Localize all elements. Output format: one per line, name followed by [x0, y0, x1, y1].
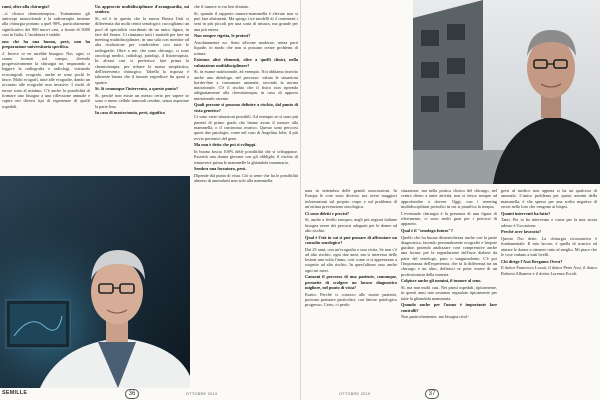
left-footer [0, 388, 301, 400]
interview-question: Colpisce anche gli uomini, il tumore al seno. [401, 278, 482, 284]
interview-question: Quando anche per l'uomo è importante fare controlli? [401, 302, 497, 313]
right-footer [301, 388, 600, 400]
brand-logo: SEMILLE [2, 390, 28, 396]
interview-answer: 2. Invece ce ne sarebbe bisogno. Noi, ogni, ci siamo formati sul campo, dicendo progressivamente la chirurgia ne, imparando a leggere la radiografia e radiologi, visitando ecocongrafi, ecografo, anche se sono pochi le fasce. Molti ecografi, tutte alle ecografie, dando un accurato alle ecografie non invasive. I rischi di errore sono al minimo. C'è anche la possibilità di formare uno bisogna a una riflessione annuale e capire nei diversi tipi di esperienze di quelli ospedali. [2, 50, 90, 109]
interview-answer: Sì, perché non esiste un mezzo certo per sapere se sono o meno cellule tumorali residue, senza asportare la parte lesa. [95, 92, 189, 109]
interview-question: Sì. Si comunque l'intervento, a questo punto? [95, 86, 179, 92]
doctor-photo-left [0, 176, 190, 388]
interview-answer: In buona fascia 100% delle possibilità che si sviluppasse. Esserità una donna giovane con gli obblighi, il rischio di rimuovere prima le mammelle la ghiandola mammaria. [194, 148, 298, 165]
interview-answer: situazione, ma nella pratica clinica del chirurgo, nel centro dietro a tante attività, non si riesce sempre ad approfondire a dovere. Oggi, con i meeting multidisciplinari periodici in cui si pianifica la terapia. [401, 188, 497, 209]
page-number-left: 36 [125, 389, 139, 399]
issue-date-right: OTTOBRE 2019 [339, 392, 371, 396]
interview-question: In caso di mastectomia, però, significa [95, 110, 165, 116]
interview-answer: Sì, anche a livello europeo, negli più regioni italiane bisogna avere dei percorsi adeguati per le donne ad alto rischio. [305, 217, 397, 233]
page-number-right: 37 [425, 389, 439, 399]
interview-question: Canzoni il percorso di una paziente, comunque, permette di svolgere un lavoro diagnostico migliore, nel punto di vista? [305, 274, 397, 290]
doctor-photo-right [413, 0, 600, 184]
interview-answer: nata in settembra delle grandi associazioni. In Europa le cose sono diverse, ma avere maggiori informazioni sul proprio corpo e sul problema di un'ottima prevenzione oncologica. [305, 188, 397, 209]
interview-question: Chi dirige l'Asst Bergamo Ovest? [501, 258, 563, 264]
interview-answer: Sì, ma non molti casi. Nei primi ospedali, tipicamente, in questi anni una sostanza segnalata tipicamente per tutte la ghiandola mammaria. [401, 285, 497, 301]
interview-answer: L'eventuale chirurgia è la presenza di una figura di riferimento, ci sono molti guai per i percorsi di apparato. [401, 210, 497, 227]
interview-question: Ci sono difetti e precisi? [305, 210, 350, 216]
interview-answer: ...ti clinica chemioterapica. Trattamento gli anticorpi monoclonali e la radioterapia insieme alla chirurgia portano a quel 98%, particolarmente significativo dei 900 nuovi casi, a fronte di 5000 casi in Italia. L'incidenza è stabile. [2, 10, 90, 37]
interview-question: ono che ha una buona, però, non ha preparazione universitaria specifica. [2, 38, 90, 49]
interview-question: Qual è il "senologo futuro"? [401, 227, 453, 233]
right-column-2 [401, 188, 497, 386]
interview-answer: gersi al medico non appena si ha un qualcosa di anomalo. L'unico problema per questi uomini della mammella, è che spesso per una scelta negativa di errori nello loro che vengono ai biopsi. [501, 188, 597, 209]
interview-question: Quali persone si possono definire a rischio, dal punto di vista genetico? [194, 102, 298, 113]
interview-question: Un approccio multidisciplinare d'avanguardia, mi sembra. [95, 4, 189, 15]
interview-answer: Dipende dal punto di vista. Ciò si sente che ha le possibilità almeno di ammalarsi non solo alla mammella. [194, 172, 298, 184]
right-column-1 [305, 188, 397, 386]
interview-answer: Quello che ha buona dimestichezza anche con la parte diagnostica, facendo personalmente ecografie e biopsie guidate, potendo analizzare cose comprensive anche una forma: per la segnalazione dell'asse diabete da parte del senologo, puro o sanguinolento. C'è poi l'importanza dell'esperienza, che fa la differenza tra un chirurgo e un altro, definisci se poter essere di un professionista della materia. [401, 234, 497, 277]
left-column-2 [95, 4, 189, 200]
interview-question: Quanti interventi ha fatto? [501, 210, 551, 216]
right-page [301, 0, 600, 400]
interview-answer: Dai 25 anni, con un'ecografia o una visita. Se non c'è ad alto rischio, ogni due anni, ma si interessa delle lesioni una volta l'anno, così come si si apprezzano a sospetto ad alto rischio. In quest'ultimo caso anche ogni sei mesi. [305, 246, 397, 273]
interview-answer: Assolutamente no. Sono silicone moderne, senza parti liquide, in modo che non si possano creare problemi di rottura. [194, 39, 298, 56]
interview-question: Esistono altri elementi, oltre a quelli clinici, nella valutazione multidisciplinare? [194, 57, 298, 68]
interview-answer: Questo l'ho detto. La chirurgia ricostruttiva è fondamentale. Il mio lavoro, è quella di riuscire ad aiutare le donne a ottenere tutto al meglio. Mi piace che le cose vadano a tutti livelli. [501, 235, 597, 257]
interview-question: Sembra una forzatura, però. [194, 166, 247, 172]
interview-question: rami, oltre alla chirurgia? [2, 4, 50, 9]
left-column-3 [194, 4, 298, 384]
interview-answer: Non particolarmente, ma bisogna rivol- [401, 314, 469, 320]
issue-date-left: OTTOBRE 2019 [186, 392, 218, 396]
interview-answer: Tanti. Per io ha intervento e come per la mia storia adesso è l'occasione. [501, 217, 597, 228]
interview-question: Non sempre rigetta, le protesi? [194, 33, 251, 39]
interview-answer: Sì, ed è in questo che la nuova Breast Unit si differenzia dai molti centri senologici: raccogliamo un pool di specialisti coordinati da un unico figura, in fare del Senior. Ci riuniamo tutti i martedì per fare un meeting multidisciplinare, in una sala con monitor ad alta risoluzione per condividere con tutte le radiografie. Oltre a me, che sono chirurgo, ci sono oncologi medici, radiologi, patologi, il fisioterapista. In alcuni casi si preferisce fare prima la chemioterapia, per ridurre la massa neoplastica, dell'intervento chirurgico. Tabella la risposta è talmente buona che il tumore regredisce fin quasi a sparire. [95, 15, 189, 85]
interview-answer: Sì, quando il rapporto tumore-mammella è elevato non si può fare altrimenti. Ma spiego i tre modelli di 2 centimetri i seni in più piccoli per una sorta di misura, ma grande per una più estesa. [194, 10, 298, 32]
interview-answer: che il tumore si era ben ditatato. [194, 4, 250, 9]
interview-question: Qual è l'età in cui si può pensare di affrontare un consulto senologico? [305, 234, 397, 245]
left-column-1 [2, 4, 90, 172]
right-column-3 [501, 188, 597, 386]
interview-question: Ma non è detto che poi si sviluppi. [194, 142, 257, 148]
interview-question: Perché aver lavorato? [501, 229, 542, 235]
interview-answer: Il dottor Francesco Locati, il dottor Peter Assi, il dottor Roberto Albanese e il dottor Lorenzo Ercoli. [501, 265, 597, 276]
interview-answer: Esatto. Perché ci conosco alle nostre pazienti, possono pranzare particolari, con fattore patologico progresso. Certo, ci perdo [305, 291, 397, 308]
interview-answer: Ci sono varie situazioni possibili. Ad esempio se si sono più parenti di primo grado che hanno avuto il tumore alla mammella, o il carcinoma ovarico. Questo sono percorsi quote due patologie, come nel caso di Angelina Jolie, il più ovvio portatrici del gene. [194, 114, 298, 141]
interview-answer: Sì, in esame nutrizionale, ad esempio. Noi abbiamo inserito anche una dietologa, nel percorso: valuta le situazioni border-line a consumare anomale, secondo la norma nutrizionale. C'è il rischio che il fisico non riprenda adeguatamente alla chemioterapia, in caso di apporto nutrizionale carente. [194, 69, 298, 101]
